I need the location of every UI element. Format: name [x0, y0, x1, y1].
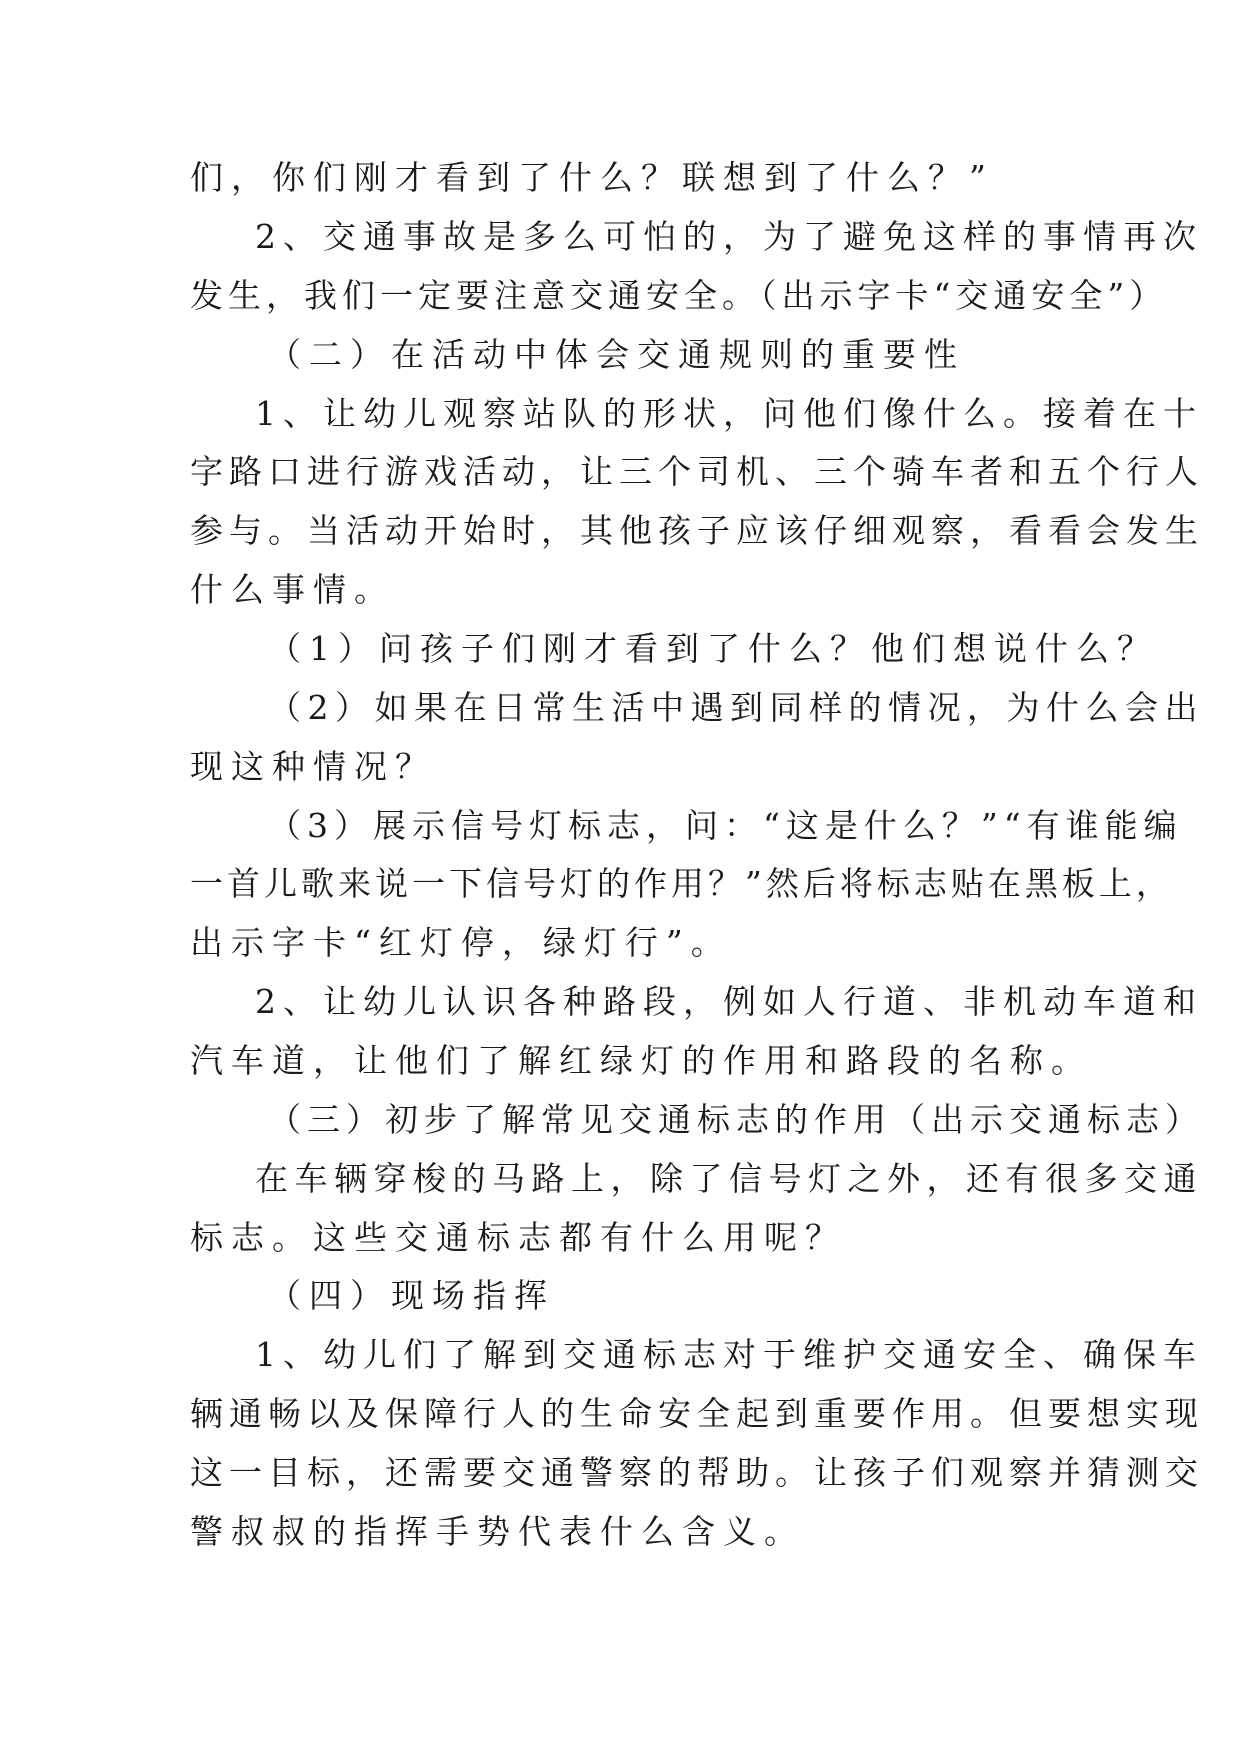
text-line: （3）展示信号灯标志，问：“这是什么？”“有谁能编: [268, 806, 1183, 845]
text-line: 字路口进行游戏活动，让三个司机、三个骑车者和五个行人: [190, 452, 1204, 491]
section-heading: （三）初步了解常见交通标志的作用（出示交通标志）: [268, 1100, 1204, 1139]
text-line: 们，你们刚才看到了什么？联想到了什么？”: [190, 158, 994, 197]
section-heading: （二）在活动中体会交通规则的重要性: [268, 335, 965, 374]
text-line: 这一目标，还需要交通警察的帮助。让孩子们观察并猜测交: [190, 1453, 1204, 1492]
text-line: 1、幼儿们了解到交通标志对于维护交通安全、确保车: [255, 1335, 1203, 1374]
text-line: 2、交通事故是多么可怕的，为了避免这样的事情再次: [255, 217, 1203, 256]
text-line: （2）如果在日常生活中遇到同样的情况，为什么会出: [268, 688, 1204, 727]
text-line: （1）问孩子们刚才看到了什么？他们想说什么？: [268, 629, 1158, 668]
text-line: 2、让幼儿认识各种路段，例如人行道、非机动车道和: [255, 982, 1203, 1021]
text-line: 汽车道，让他们了解红绿灯的作用和路段的名称。: [190, 1041, 1092, 1080]
text-line: 警叔叔的指挥手势代表什么含义。: [190, 1512, 805, 1551]
text-line: 发生，我们一定要注意交通安全。（出示字卡“交通安全”）: [190, 276, 1168, 315]
text-line: 参与。当活动开始时，其他孩子应该仔细观察，看看会发生: [190, 511, 1204, 550]
text-line: 出示字卡“红灯停，绿灯行”。: [190, 923, 732, 962]
text-line: 现这种情况？: [190, 747, 436, 786]
text-line: 什么事情。: [190, 570, 395, 609]
text-line: 标志。这些交通标志都有什么用呢？: [190, 1218, 846, 1257]
text-line: 在车辆穿梭的马路上，除了信号灯之外，还有很多交通: [255, 1159, 1203, 1198]
section-heading: （四）现场指挥: [268, 1276, 555, 1315]
text-line: 1、让幼儿观察站队的形状，问他们像什么。接着在十: [255, 394, 1203, 433]
text-line: 一首儿歌来说一下信号灯的作用？”然后将标志贴在黑板上，: [190, 864, 1173, 903]
text-line: 辆通畅以及保障行人的生命安全起到重要作用。但要想实现: [190, 1394, 1204, 1433]
